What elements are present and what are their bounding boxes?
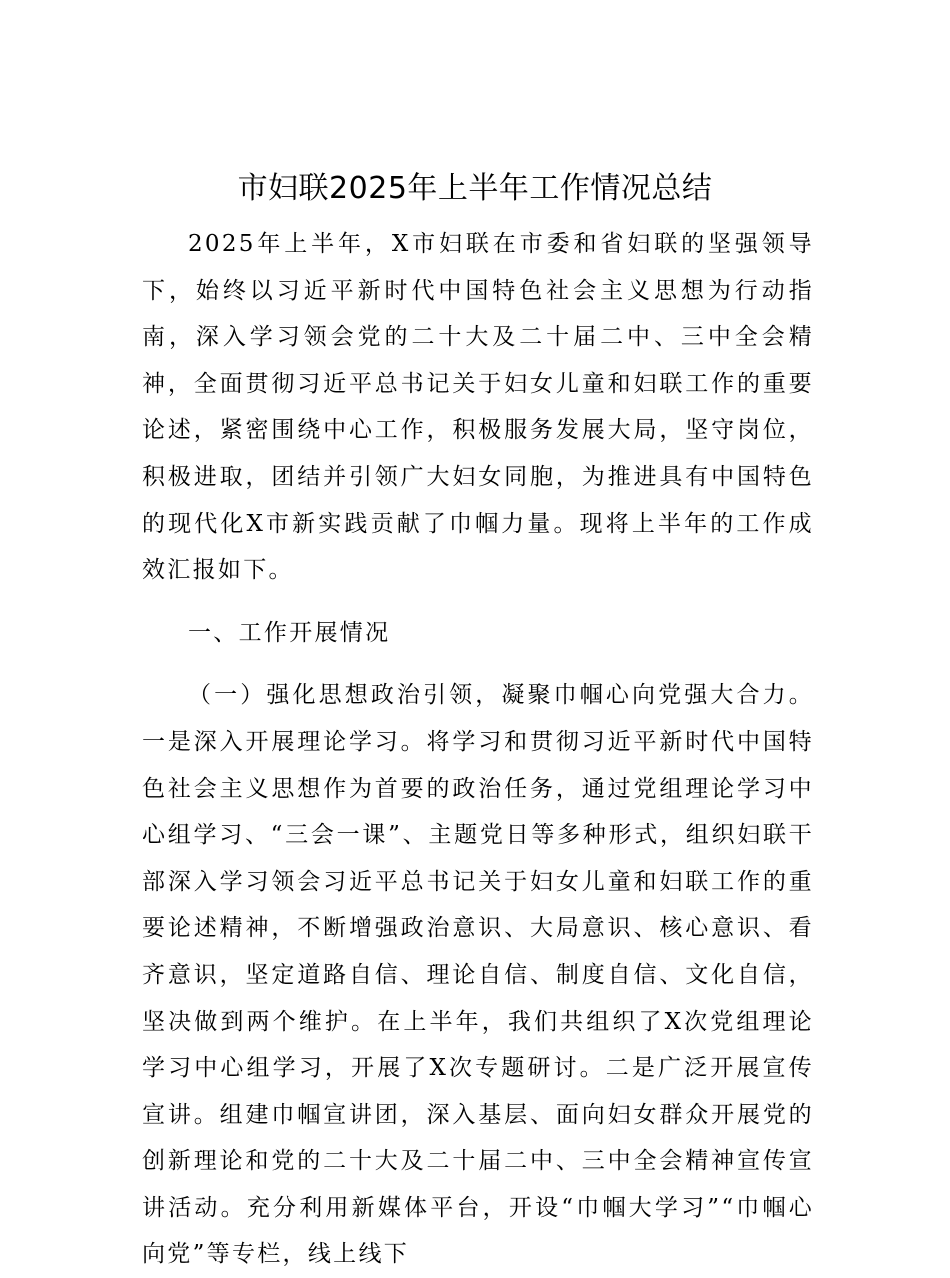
document-title: 市妇联2025年上半年工作情况总结 <box>237 171 713 206</box>
section-heading: 一、工作开展情况 <box>188 619 391 646</box>
section-paragraph: （一）强化思想政治引领，凝聚巾帼心向党强大合力。一是深入开展理论学习。将学习和贯彻习近平新时代中国特色社会主义思想作为首要的政治任务，通过党组理论学习中心组学习、“三会一课”、主题党日等多种形式，组织妇联干部深入学习领会习近平总书记关于妇女儿童和妇联工作的重要论述精神，不断增强政治意识、大局意识、核心意识、看齐意识，坚定道路自信、理论自信、制度自信、文化自信，坚决做到两个维护。在上半年，我们共组织了X次党组理论学习中心组学习，开展了X次专题研讨。二是广泛开展宣传宣讲。组建巾帼宣讲团，深入基层、面向妇女群众开展党的创新理论和党的二十大及二十届二中、三中全会精神宣传宣讲活动。充分利用新媒体平台，开设“巾帼大学习”“巾帼心向党”等专栏，线上线下 <box>142 682 814 1268</box>
intro-paragraph: 2025年上半年，X市妇联在市委和省妇联的坚强领导下，始终以习近平新时代中国特色社会主义思想为行动指南，深入学习领会党的二十大及二十届二中、三中全会精神，全面贯彻习近平总书记关于妇女儿童和妇联工作的重要论述，紧密围绕中心工作，积极服务发展大局，坚守岗位，积极进取，团结并引领广大妇女同胞，为推进具有中国特色的现代化X市新实践贡献了巾帼力量。现将上半年的工作成效汇报如下。 <box>142 231 814 584</box>
document-body <box>142 221 814 1278</box>
